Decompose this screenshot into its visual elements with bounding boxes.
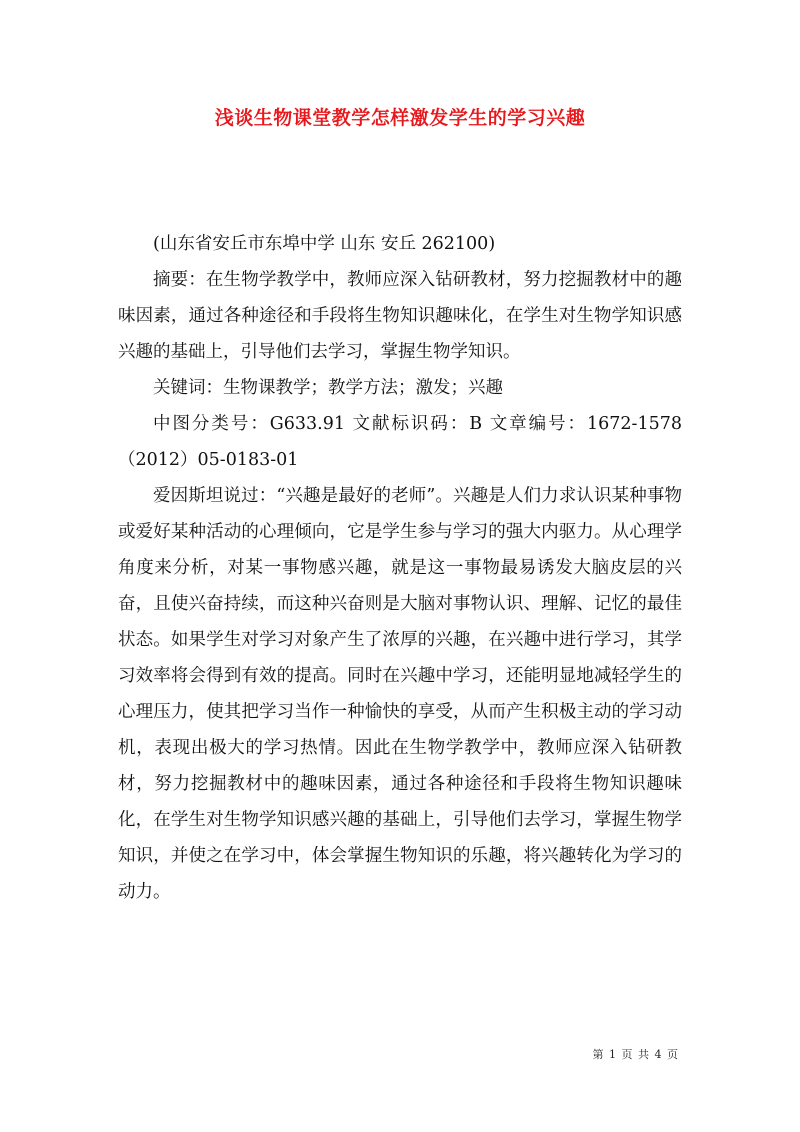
classification-line: 中图分类号：G633.91 文献标识码：B 文章编号：1672-1578（2012）05-0183-01 [118,414,682,470]
page-number: 第 1 页 共 4 页 [592,1048,679,1061]
keywords-line: 关键词：生物课教学；教学方法；激发；兴趣 [153,378,503,398]
document-body [118,226,682,910]
abstract-paragraph: 摘要：在生物学教学中，教师应深入钻研教材，努力挖掘教材中的趣味因素，通过各种途径和手段将生物知识趣味化，在学生对生物学知识感兴趣的基础上，引导他们去学习，掌握生物学知识。 [118,270,682,362]
body-paragraph: 爱因斯坦说过：“兴趣是最好的老师”。兴趣是人们力求认识某种事物或爱好某种活动的心理倾向，它是学生参与学习的强大内驱力。从心理学角度来分析，对某一事物感兴趣，就是这一事物最易诱发大脑皮层的兴奋，且使兴奋持续，而这种兴奋则是大脑对事物认识、理解、记忆的最佳状态。如果学生对学习对象产生了浓厚的兴趣，在兴趣中进行学习，其学习效率将会得到有效的提高。同时在兴趣中学习，还能明显地减轻学生的心理压力，使其把学习当作一种愉快的享受，从而产生积极主动的学习动机，表现出极大的学习热情。因此在生物学教学中，教师应深入钻研教材，努力挖掘教材中的趣味因素，通过各种途径和手段将生物知识趣味化，在学生对生物学知识感兴趣的基础上，引导他们去学习，掌握生物学知识，并使之在学习中，体会掌握生物知识的乐趣，将兴趣转化为学习的动力。 [118,486,682,902]
affiliation-line: (山东省安丘市东埠中学 山东 安丘 262100) [153,234,496,254]
document-title: 浅谈生物课堂教学怎样激发学生的学习兴趣 [214,107,586,129]
